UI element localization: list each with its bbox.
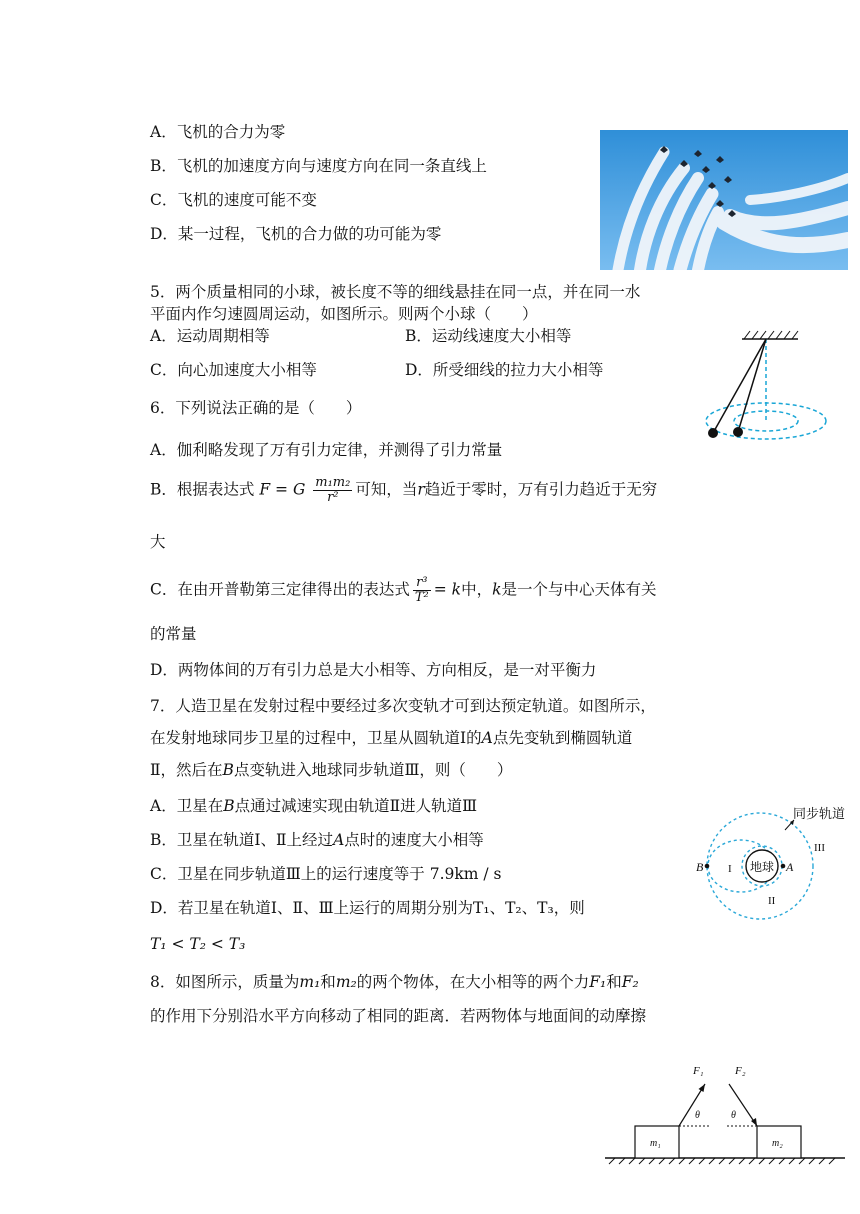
fraction-denominator: T²	[414, 590, 429, 605]
mass-m2: m₂	[335, 973, 357, 991]
q7-option-a-pre: A．卫星在	[150, 797, 224, 815]
orbit-ii-label: II	[768, 895, 776, 907]
q7-option-c: C．卫星在同步轨道Ⅲ上的运行速度等于 7.9km / s	[150, 865, 502, 883]
q8-stem-line1-post: 的两个物体，在大小相等的两个力	[356, 973, 590, 991]
kepler-eq: = k	[433, 580, 462, 599]
theta2-label: θ	[731, 1110, 736, 1121]
q6-option-c	[150, 576, 657, 605]
q4-option-b: B．飞机的加速度方向与速度方向在同一条直线上	[150, 157, 487, 175]
q6-stem: 6．下列说法正确的是（ ）	[150, 399, 362, 417]
orbit-iii-label: III	[814, 842, 825, 854]
var-r: r	[417, 480, 425, 499]
q7-stem-line2-post: 点先变轨到椭圆轨道	[492, 729, 633, 747]
force-f1: F₁	[589, 973, 607, 991]
q6-option-c-mid: 中，	[461, 580, 493, 599]
q6-option-c-prefix: C．在由开普勒第三定律得出的表达式	[150, 580, 410, 599]
q6-option-a: A．伽利略发现了万有引力定律，并测得了引力常量	[150, 441, 503, 459]
q4-option-a: A．飞机的合力为零	[150, 123, 286, 141]
q7-stem-line2	[150, 728, 632, 748]
q7-option-d-cont: T₁ < T₂ < T₃	[150, 935, 246, 953]
q5-option-b: B．运动线速度大小相等	[405, 327, 572, 345]
var-k: k	[492, 580, 502, 599]
q7-option-a	[150, 796, 477, 816]
orbit-figure	[690, 800, 860, 920]
q6-option-c-post: 是一个与中心天体有关	[501, 580, 657, 599]
q5-option-a: A．运动周期相等	[150, 327, 270, 345]
orbit-i-label: I	[728, 863, 732, 875]
q7-option-a-post: 点通过减速实现由轨道Ⅱ进人轨道Ⅲ	[234, 797, 478, 815]
m1-label: m₁	[650, 1138, 661, 1149]
var-a: A	[481, 729, 493, 747]
q6-option-b-prefix: B．根据表达式	[150, 480, 255, 499]
kepler-fraction	[413, 576, 431, 605]
fraction-denominator: r²	[327, 490, 339, 505]
fraction-numerator: m₁m₂	[315, 475, 351, 490]
point-a-label: A	[786, 860, 794, 874]
airshow-photo	[600, 130, 848, 270]
q7-option-b-pre: B．卫星在轨道Ⅰ、Ⅱ上经过	[150, 831, 334, 849]
q6-option-d: D．两物体间的万有引力总是大小相等、方向相反，是一对平衡力	[150, 661, 597, 679]
q8-stem-line1	[150, 972, 639, 992]
q8-stem-line2: 的作用下分别沿水平方向移动了相同的距离．若两物体与地面间的动摩擦	[150, 1007, 647, 1025]
theta1-label: θ	[695, 1110, 700, 1121]
mass-m1: m₁	[299, 973, 321, 991]
q5-option-c: C．向心加速度大小相等	[150, 361, 317, 379]
q6-option-b-mid: 可知，当	[355, 480, 418, 499]
q6-option-b-post: 趋近于零时，万有引力趋近于无穷	[424, 480, 658, 499]
q5-stem-line2: 平面内作匀速圆周运动，如图所示。则两个小球（ ）	[150, 305, 538, 323]
force-f2: F₂	[621, 973, 639, 991]
q8-stem-line1-pre: 8．如图所示，质量为	[150, 973, 300, 991]
q7-stem-line3-pre: Ⅱ，然后在	[150, 761, 223, 779]
f2-label: F₂	[735, 1065, 746, 1077]
var-b: B	[222, 761, 234, 779]
q4-option-d: D．某一过程，飞机的合力做的功可能为零	[150, 225, 442, 243]
gravitation-formula: F = G	[259, 480, 306, 499]
q7-stem-line3	[150, 760, 512, 780]
q7-option-b-post: 点时的速度大小相等	[344, 831, 484, 849]
sync-orbit-label: 同步轨道	[793, 806, 846, 821]
q5-option-d: D．所受细线的拉力大小相等	[405, 361, 604, 379]
q4-option-c: C．飞机的速度可能不变	[150, 191, 317, 209]
q5-stem-line1: 5．两个质量相同的小球，被长度不等的细线悬挂在同一点，并在同一水	[150, 283, 641, 301]
fraction-numerator: r³	[413, 576, 431, 591]
q8-and-1: 和	[320, 973, 336, 991]
q7-option-b	[150, 830, 484, 850]
m2-label: m₂	[772, 1138, 783, 1149]
point-b-label: B	[696, 860, 704, 874]
blocks-figure	[605, 1060, 845, 1170]
var-a: A	[333, 831, 345, 849]
q7-stem-line3-post: 点变轨进入地球同步轨道Ⅲ，则（ ）	[233, 761, 513, 779]
gravitation-fraction	[313, 476, 352, 505]
q7-option-d: D．若卫星在轨道Ⅰ、Ⅱ、Ⅲ上运行的周期分别为T₁、T₂、T₃，则	[150, 899, 585, 917]
q6-option-b-cont: 大	[150, 533, 166, 551]
pendulum-figure	[700, 325, 830, 445]
f1-label: F₁	[693, 1065, 704, 1077]
var-b: B	[223, 797, 235, 815]
earth-label: 地球	[749, 860, 775, 874]
q7-stem-line2-pre: 在发射地球同步卫星的过程中，卫星从圆轨道Ⅰ的	[150, 729, 482, 747]
q7-stem-line1: 7．人造卫星在发射过程中要经过多次变轨才可到达预定轨道。如图所示，	[150, 697, 656, 715]
q6-option-c-cont: 的常量	[150, 625, 197, 643]
q6-option-b	[150, 476, 657, 505]
q8-and-2: 和	[606, 973, 622, 991]
